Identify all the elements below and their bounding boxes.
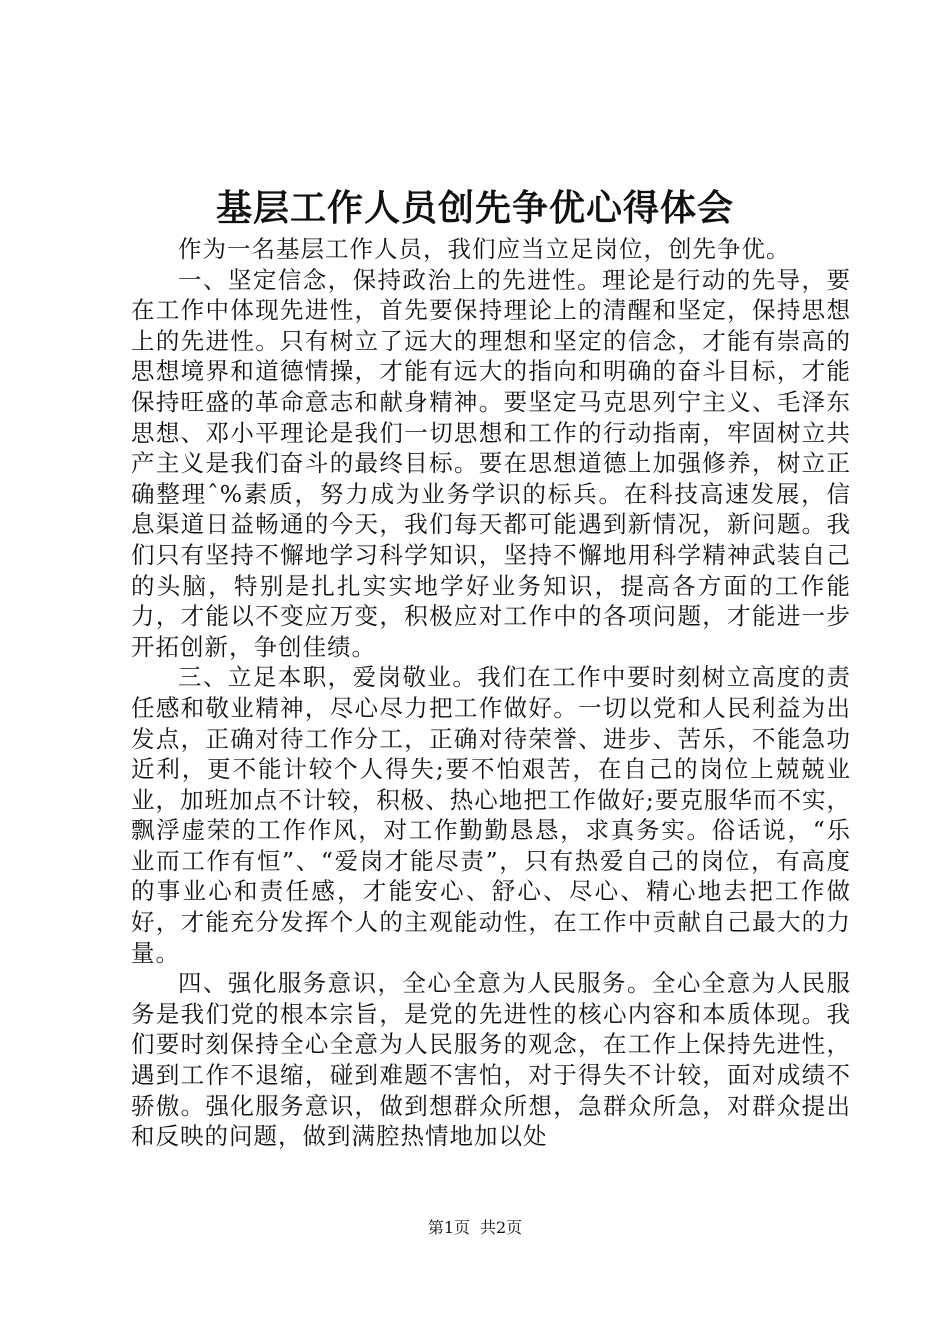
page-title: 基层工作人员创先争优心得体会 xyxy=(215,187,734,229)
page-footer xyxy=(0,1217,950,1239)
paragraph-section-one: 一、坚定信念，保持政治上的先进性。理论是行动的先导，要在工作中体现先进性，首先要保持理论上的清醒和坚定，保持思想上的先进性。只有树立了远大的理想和坚定的信念，才能有崇高的思想境界和道德情操，才能有远大的指向和明确的奋斗目标，才能保持旺盛的革命意志和献身精神。要坚定马克思列宁主义、毛泽东思想、邓小平理论是我们一切思想和工作的行动指南，牢固树立共产主义是我们奋斗的最终目标。要在思想道德上加强修养，树立正确整理ˆ%素质，努力成为业务学识的标兵。在科技高速发展，信息渠道日益畅通的今天，我们每天都可能遇到新情况，新问题。我们只有坚持不懈地学习科学知识，坚持不懈地用科学精神武装自己的头脑，特别是扎扎实实地学好业务知识，提高各方面的工作能力，才能以不变应万变，积极应对工作中的各项问题，才能进一步开拓创新，争创佳绩。 xyxy=(131,265,851,661)
document-body xyxy=(131,234,851,1152)
page-total: 共2页 xyxy=(480,1218,523,1237)
paragraph-intro: 作为一名基层工作人员，我们应当立足岗位，创先争优。 xyxy=(178,235,791,263)
paragraph-section-three: 三、立足本职，爱岗敬业。我们在工作中要时刻树立高度的责任感和敬业精神，尽心尽力把工作做好。一切以党和人民利益为出发点，正确对待工作分工，正确对待荣誉、进步、苦乐，不能急功近利，更不能计较个人得失;要不怕艰苦，在自己的岗位上兢兢业业，加班加点不计较，积极、热心地把工作做好;要克服华而不实，飘浮虚荣的工作作风，对工作勤勤恳恳，求真务实。俗话说，“乐业而工作有恒”、“爱岗才能尽责”，只有热爱自己的岗位，有高度的事业心和责任感，才能安心、舒心、尽心、精心地去把工作做好，才能充分发挥个人的主观能动性，在工作中贡献自己最大的力量。 xyxy=(131,663,851,967)
page-number: 第1页 xyxy=(427,1218,470,1237)
paragraph-section-four: 四、强化服务意识，全心全意为人民服务。全心全意为人民服务是我们党的根本宗旨，是党的先进性的核心内容和本质体现。我们要时刻保持全心全意为人民服务的观念，在工作上保持先进性，遇到工作不退缩，碰到难题不害怕，对于得失不计较，面对成绩不骄傲。强化服务意识，做到想群众所想，急群众所急，对群众提出和反映的问题，做到满腔热情地加以处 xyxy=(131,969,851,1151)
